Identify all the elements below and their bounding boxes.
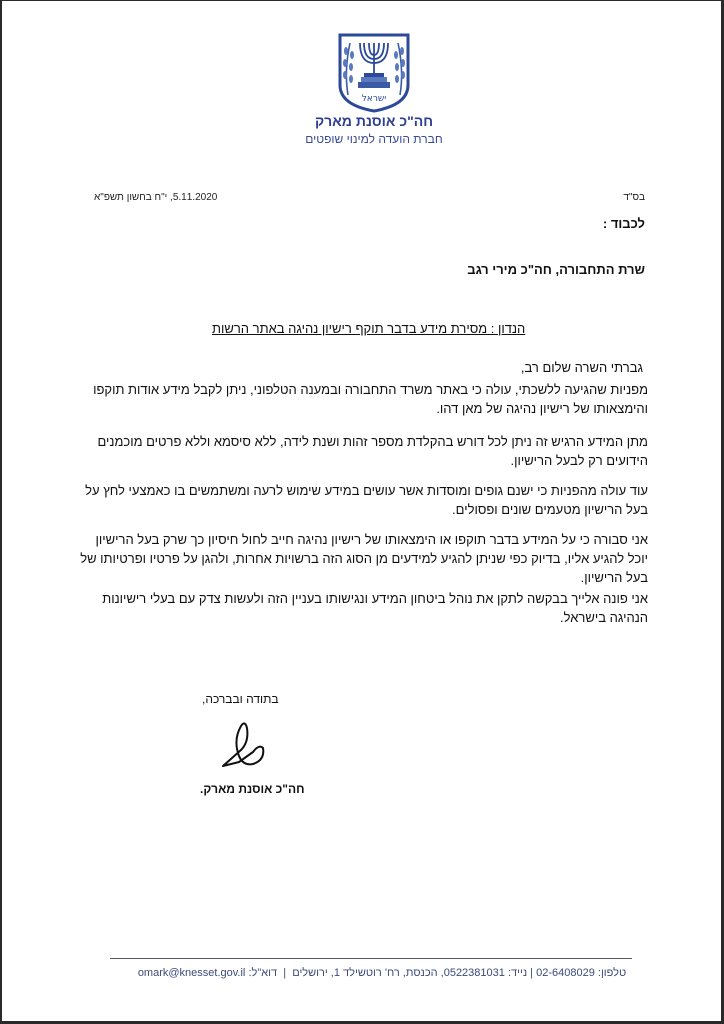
- letterhead-title: חברת הועדה למינוי שופטים: [305, 132, 443, 146]
- paragraph-4: אני סבורה כי על המידע בדבר תוקפו או הימצאותו של רישיון נהיגה חייב לחול חיסיון כך שרק בעל הרישיון יוכל להגיע אליו, בדיוק כפי שניתן להגיע למידעים מן הסוג הזה ברשויות אחרות, ולהגן על פרטיו ופרטיותו של בעל הרישיון.: [80, 532, 648, 585]
- signer-name: חה"כ אוסנת מארק.: [200, 782, 305, 796]
- greeting: גברתי השרה שלום רב,: [520, 360, 643, 375]
- signature-icon: [219, 718, 275, 772]
- footer-mobile: 0522381031: [443, 967, 505, 979]
- paragraph-2: מתן המידע הרגיש זה ניתן לכל דורש בהקלדת מספר זהות ושנת לידה, ללא סיסמא וללא פרטים מוכמנים הידועים רק לבעל הרישיון.: [97, 434, 648, 468]
- footer-mobile-label: נייד:: [507, 967, 528, 979]
- footer-divider: [110, 958, 632, 959]
- recipient: שרת התחבורה, חה"כ מירי רגב: [467, 262, 645, 277]
- footer-phone: 02-6408029: [536, 967, 595, 979]
- paragraph-1: מפניות שהגיעה ללשכתי, עולה כי באתר משרד התחבורה ובמענה הטלפוני, ניתן לקבל מידע אודות תוקפו והימצאותו של רישיון נהיגה של מאן דהו.: [93, 382, 648, 416]
- letter-date: 5.11.2020, י"ח בחשון תשפ"א: [94, 192, 218, 203]
- footer-address: הכנסת, רח' רוטשילד 1, ירושלים: [292, 967, 438, 979]
- closing-salutation: בתודה ובברכה,: [202, 692, 279, 706]
- paragraph-5: אני פונה אלייך בבקשה לתקן את נוהל ביטחון המידע ונגישותו בעניין הזה ולעשות צדק עם בעלי רישיונות הנהיגה בישראל.: [102, 591, 648, 625]
- footer-email-label: דוא"ל:: [248, 967, 278, 979]
- svg-text:ישראל: ישראל: [361, 94, 387, 104]
- bsd-mark: בס"ד: [623, 192, 645, 203]
- subject-line: הנדון : מסירת מידע בדבר תוקף רישיון נהיגה באתר הרשות: [212, 321, 526, 336]
- footer-email-link[interactable]: omark@knesset.gov.il: [137, 967, 246, 979]
- letterhead-name: חה"כ אוסנת מארק: [315, 113, 433, 129]
- footer-phone-label: טלפון:: [597, 967, 627, 979]
- paragraph-3: עוד עולה מהפניות כי ישנם גופים ומוסדות אשר עושים במידע שימוש לרעה ומשתמשים בו כאמצעי לחץ על בעל הרישיון מטעמים שונים ופסולים.: [85, 483, 648, 517]
- footer-contact: טלפון: 02-6408029 | נייד: 0522381031, הכנסת, רח' רוטשילד 1, ירושלים | דוא"ל: omark@knesset.gov.il: [137, 967, 627, 979]
- addressee-label: לכבוד :: [602, 216, 645, 231]
- menorah-emblem-icon: [336, 33, 412, 113]
